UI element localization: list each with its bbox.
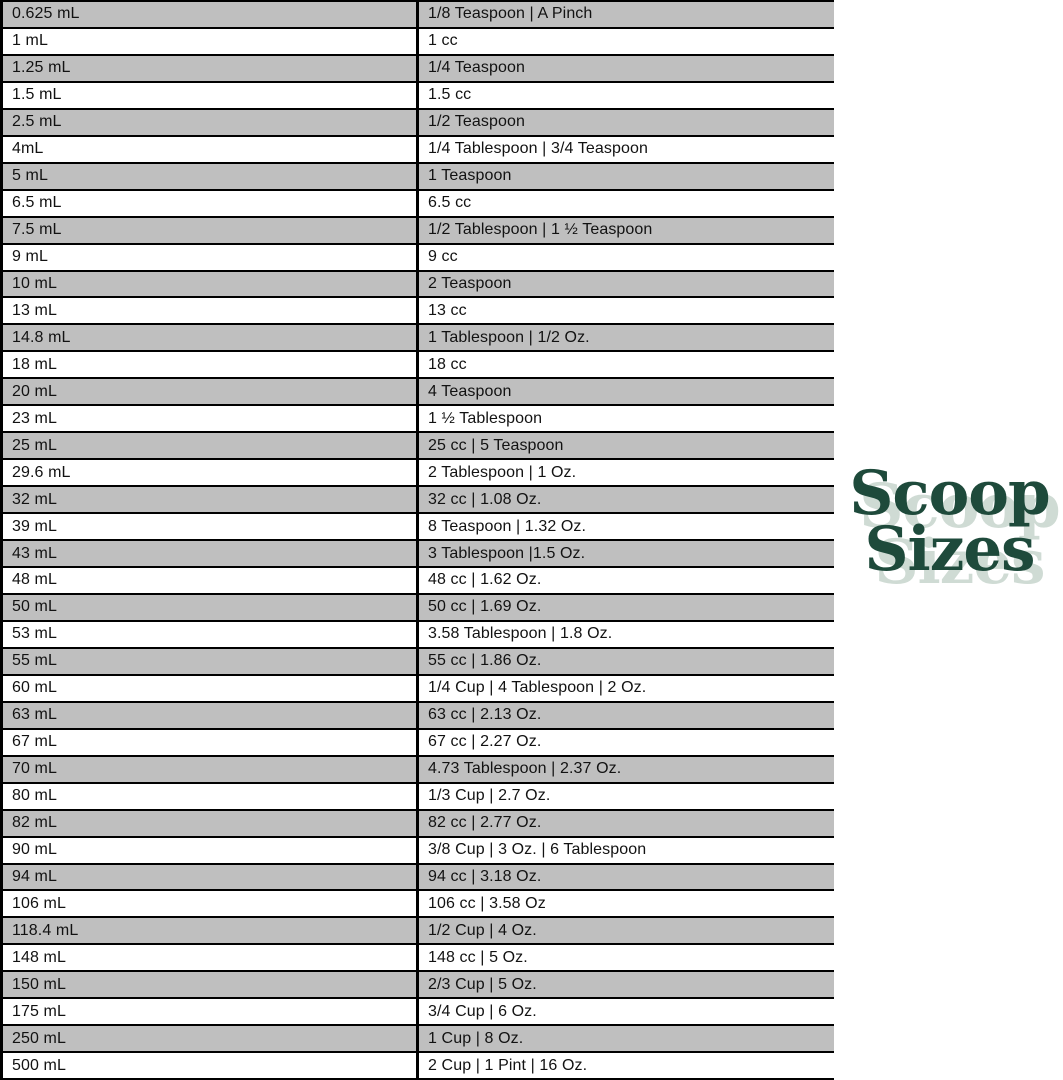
- table-row: [3, 838, 834, 865]
- scoop-sizes-logo: [836, 458, 1063, 586]
- table-row: [3, 406, 834, 433]
- ml-cell: 10 mL: [3, 272, 419, 297]
- table-row: [3, 891, 834, 918]
- table-row: [3, 191, 834, 218]
- ml-cell: 55 mL: [3, 649, 419, 674]
- equivalent-cell: 1/4 Cup | 4 Tablespoon | 2 Oz.: [428, 679, 647, 697]
- table-row: [3, 245, 834, 272]
- ml-cell: 23 mL: [3, 406, 419, 431]
- table-row: [3, 272, 834, 299]
- equivalent-cell: 1.5 cc: [428, 86, 472, 104]
- equivalent-cell: 13 cc: [428, 301, 467, 319]
- equivalent-cell: 55 cc | 1.86 Oz.: [428, 652, 542, 670]
- equivalent-cell: 1 Tablespoon | 1/2 Oz.: [428, 328, 590, 346]
- equivalent-cell: 106 cc | 3.58 Oz: [428, 894, 546, 912]
- table-row: [3, 29, 834, 56]
- ml-cell: 63 mL: [3, 703, 419, 728]
- ml-cell: 80 mL: [3, 784, 419, 809]
- table-row: [3, 865, 834, 892]
- ml-cell: 18 mL: [3, 352, 419, 377]
- equivalent-cell: 18 cc: [428, 355, 467, 373]
- table-row: [3, 352, 834, 379]
- equivalent-cell: 3 Tablespoon |1.5 Oz.: [428, 544, 586, 562]
- ml-cell: 13 mL: [3, 298, 419, 323]
- ml-cell: 29.6 mL: [3, 460, 419, 485]
- table-row: [3, 514, 834, 541]
- ml-cell: 5 mL: [3, 164, 419, 189]
- equivalent-cell: 3/8 Cup | 3 Oz. | 6 Tablespoon: [428, 841, 647, 859]
- ml-cell: 148 mL: [3, 945, 419, 970]
- ml-cell: 1.25 mL: [3, 56, 419, 81]
- ml-cell: 2.5 mL: [3, 110, 419, 135]
- equivalent-cell: 25 cc | 5 Teaspoon: [428, 436, 564, 454]
- equivalent-cell: 82 cc | 2.77 Oz.: [428, 814, 542, 832]
- table-row: [3, 703, 834, 730]
- equivalent-cell: 94 cc | 3.18 Oz.: [428, 867, 542, 885]
- equivalent-cell: 1/2 Tablespoon | 1 ½ Teaspoon: [428, 221, 653, 239]
- table-row: [3, 325, 834, 352]
- table-row: [3, 622, 834, 649]
- ml-cell: 1.5 mL: [3, 83, 419, 108]
- equivalent-cell: 1/4 Teaspoon: [428, 59, 525, 77]
- ml-cell: 250 mL: [3, 1026, 419, 1051]
- ml-cell: 67 mL: [3, 730, 419, 755]
- ml-cell: 106 mL: [3, 891, 419, 916]
- equivalent-cell: 2 Teaspoon: [428, 275, 512, 292]
- equivalent-cell: 32 cc | 1.08 Oz.: [428, 490, 542, 508]
- equivalent-cell: 2/3 Cup | 5 Oz.: [428, 975, 537, 993]
- ml-cell: 50 mL: [3, 595, 419, 620]
- equivalent-cell: 1 Teaspoon: [428, 167, 512, 185]
- table-row: [3, 1053, 834, 1080]
- ml-cell: 175 mL: [3, 999, 419, 1024]
- ml-cell: 82 mL: [3, 811, 419, 836]
- table-row: [3, 541, 834, 568]
- table-row: [3, 487, 834, 514]
- equivalent-cell: 3.58 Tablespoon | 1.8 Oz.: [428, 625, 613, 643]
- ml-cell: 1 mL: [3, 29, 419, 54]
- table-row: [3, 433, 834, 460]
- ml-cell: 14.8 mL: [3, 325, 419, 350]
- table-row: [3, 2, 834, 29]
- table-row: [3, 298, 834, 325]
- logo-line-2: Sizes: [864, 514, 1035, 586]
- ml-cell: 25 mL: [3, 433, 419, 458]
- ml-cell: 39 mL: [3, 514, 419, 539]
- ml-cell: 9 mL: [3, 245, 419, 270]
- ml-cell: 4mL: [3, 137, 419, 162]
- table-row: [3, 164, 834, 191]
- equivalent-cell: 9 cc: [428, 248, 458, 266]
- table-row: [3, 811, 834, 838]
- ml-cell: 500 mL: [3, 1053, 419, 1078]
- table-row: [3, 649, 834, 676]
- ml-cell: 118.4 mL: [3, 918, 419, 943]
- ml-cell: 90 mL: [3, 838, 419, 863]
- table-row: [3, 56, 834, 83]
- equivalent-cell: 1/4 Tablespoon | 3/4 Teaspoon: [428, 140, 648, 158]
- ml-cell: 43 mL: [3, 541, 419, 566]
- table-row: [3, 972, 834, 999]
- ml-cell: 70 mL: [3, 757, 419, 782]
- equivalent-cell: 1 cc: [428, 32, 458, 50]
- table-row: [3, 784, 834, 811]
- ml-cell: 48 mL: [3, 568, 419, 593]
- equivalent-cell: 1 ½ Tablespoon: [428, 409, 543, 427]
- logo-line-1: Scoop: [849, 458, 1050, 529]
- table-row: [3, 568, 834, 595]
- table-row: [3, 595, 834, 622]
- equivalent-cell: 1 Cup | 8 Oz.: [428, 1029, 524, 1047]
- table-row: [3, 137, 834, 164]
- table-row: [3, 218, 834, 245]
- table-row: [3, 757, 834, 784]
- table-row: [3, 999, 834, 1026]
- equivalent-cell: 6.5 cc: [428, 194, 472, 212]
- equivalent-cell: 4 Teaspoon: [428, 382, 512, 400]
- ml-cell: 0.625 mL: [3, 2, 419, 27]
- equivalent-cell: 148 cc | 5 Oz.: [428, 948, 528, 966]
- equivalent-cell: 2 Cup | 1 Pint | 16 Oz.: [428, 1056, 588, 1074]
- table-row: [3, 379, 834, 406]
- ml-cell: 20 mL: [3, 379, 419, 404]
- table-row: [3, 730, 834, 757]
- equivalent-cell: 3/4 Cup | 6 Oz.: [428, 1002, 537, 1020]
- ml-cell: 60 mL: [3, 676, 419, 701]
- table-row: [3, 460, 834, 487]
- equivalent-cell: 67 cc | 2.27 Oz.: [428, 733, 542, 751]
- ml-cell: 7.5 mL: [3, 218, 419, 243]
- equivalent-cell: 48 cc | 1.62 Oz.: [428, 571, 542, 589]
- equivalent-cell: 50 cc | 1.69 Oz.: [428, 598, 542, 616]
- equivalent-cell: 4.73 Tablespoon | 2.37 Oz.: [428, 760, 622, 778]
- ml-cell: 94 mL: [3, 865, 419, 890]
- equivalent-cell: 1/8 Teaspoon | A Pinch: [428, 5, 593, 23]
- ml-cell: 32 mL: [3, 487, 419, 512]
- equivalent-cell: 63 cc | 2.13 Oz.: [428, 706, 542, 724]
- table-row: [3, 110, 834, 137]
- equivalent-cell: 1/3 Cup | 2.7 Oz.: [428, 787, 551, 805]
- table-row: [3, 676, 834, 703]
- ml-cell: 150 mL: [3, 972, 419, 997]
- table-row: [3, 945, 834, 972]
- table-row: [3, 83, 834, 110]
- table-row: [3, 918, 834, 945]
- table-row: [3, 1026, 834, 1053]
- equivalent-cell: 2 Tablespoon | 1 Oz.: [428, 463, 577, 481]
- equivalent-cell: 8 Teaspoon | 1.32 Oz.: [428, 517, 587, 535]
- equivalent-cell: 1/2 Cup | 4 Oz.: [428, 921, 537, 939]
- ml-cell: 53 mL: [3, 622, 419, 647]
- equivalent-cell: 1/2 Teaspoon: [428, 113, 525, 131]
- ml-cell: 6.5 mL: [3, 191, 419, 216]
